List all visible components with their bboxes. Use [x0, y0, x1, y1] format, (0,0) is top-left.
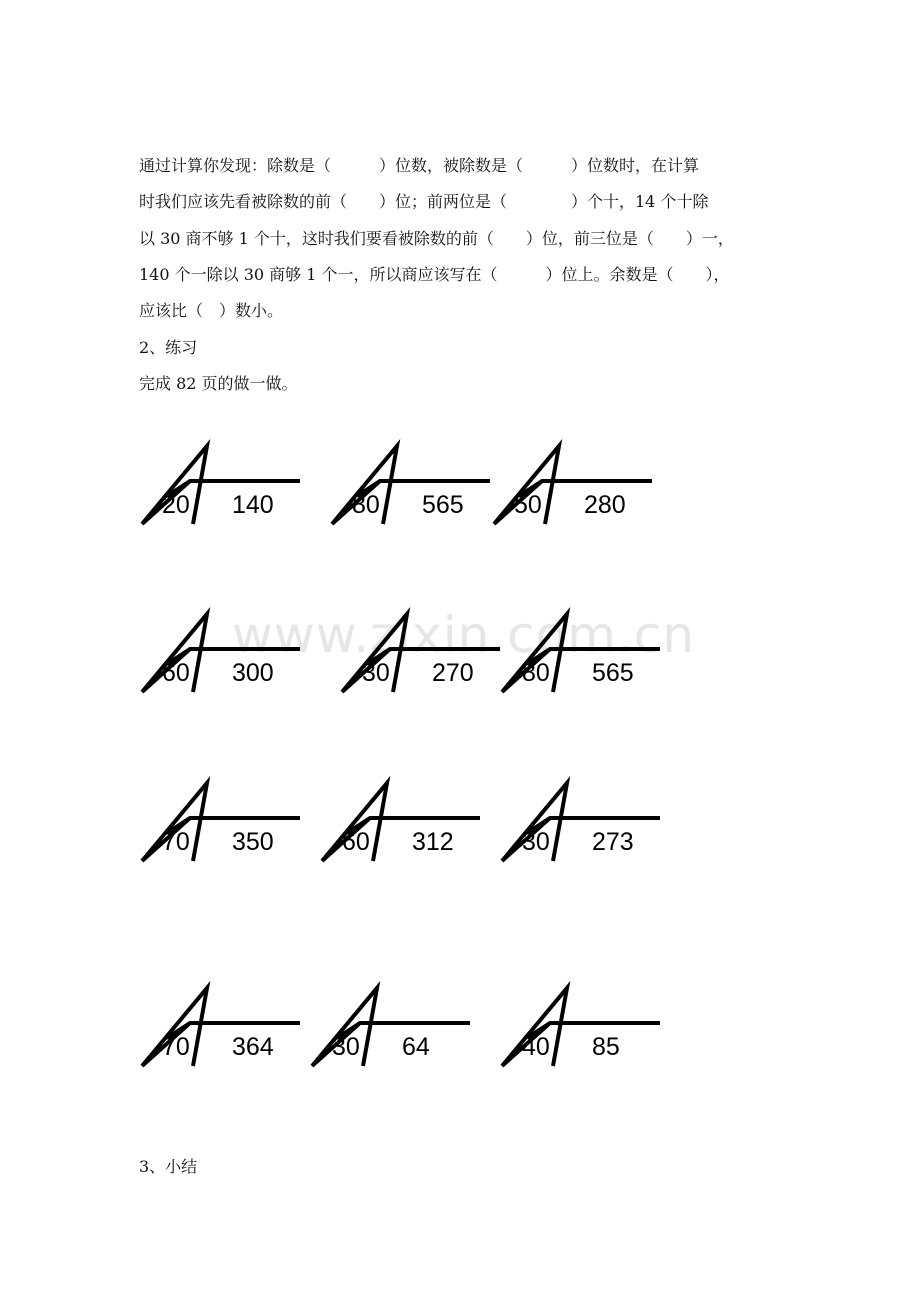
paragraph-line-4: 140 个一除以 30 商够 1 个一，所以商应该写在（ ）位上。余数是（ ）， — [139, 265, 730, 284]
division-problem — [140, 986, 330, 1086]
divisor-value: 20 — [162, 491, 190, 519]
division-problem — [500, 781, 690, 881]
divisor-value: 30 — [362, 659, 390, 687]
divisor-value: 60 — [162, 659, 190, 687]
dividend-value: 364 — [232, 1033, 274, 1061]
dividend-value: 312 — [412, 828, 454, 856]
division-problem — [140, 781, 330, 881]
practice-instruction: 完成 82 页的做一做。 — [139, 374, 298, 393]
division-problem — [140, 444, 330, 544]
dividend-value: 64 — [402, 1033, 430, 1061]
divisor-value: 70 — [162, 828, 190, 856]
dividend-value: 273 — [592, 828, 634, 856]
division-problem — [310, 986, 500, 1086]
paragraph-line-1: 通过计算你发现：除数是（ ）位数，被除数是（ ）位数时，在计算 — [139, 156, 700, 175]
divisor-value: 30 — [332, 1033, 360, 1061]
dividend-value: 85 — [592, 1033, 620, 1061]
divisor-value: 70 — [162, 1033, 190, 1061]
dividend-value: 565 — [592, 659, 634, 687]
division-problem — [500, 612, 690, 712]
dividend-value: 565 — [422, 491, 464, 519]
division-problem — [140, 612, 330, 712]
dividend-value: 140 — [232, 491, 274, 519]
division-problem — [500, 986, 690, 1086]
divisor-value: 50 — [514, 491, 542, 519]
dividend-value: 270 — [432, 659, 474, 687]
section-practice-title: 2、练习 — [139, 338, 198, 357]
division-problem — [320, 781, 510, 881]
divisor-value: 30 — [522, 828, 550, 856]
divisor-value: 80 — [522, 659, 550, 687]
dividend-value: 350 — [232, 828, 274, 856]
divisor-value: 60 — [342, 828, 370, 856]
dividend-value: 300 — [232, 659, 274, 687]
dividend-value: 280 — [584, 491, 626, 519]
paragraph-line-3: 以 30 商不够 1 个十，这时我们要看被除数的前（ ）位，前三位是（ ）一， — [139, 229, 734, 248]
watermark: www.zixin.com.cn — [232, 606, 696, 664]
paragraph-line-5: 应该比（ ）数小。 — [139, 301, 284, 320]
section-summary-title: 3、小结 — [139, 1157, 198, 1176]
paragraph-line-2: 时我们应该先看被除数的前（ ）位；前两位是（ ）个十，14 个十除 — [139, 192, 709, 211]
divisor-value: 40 — [522, 1033, 550, 1061]
division-problem — [492, 444, 682, 544]
divisor-value: 80 — [352, 491, 380, 519]
